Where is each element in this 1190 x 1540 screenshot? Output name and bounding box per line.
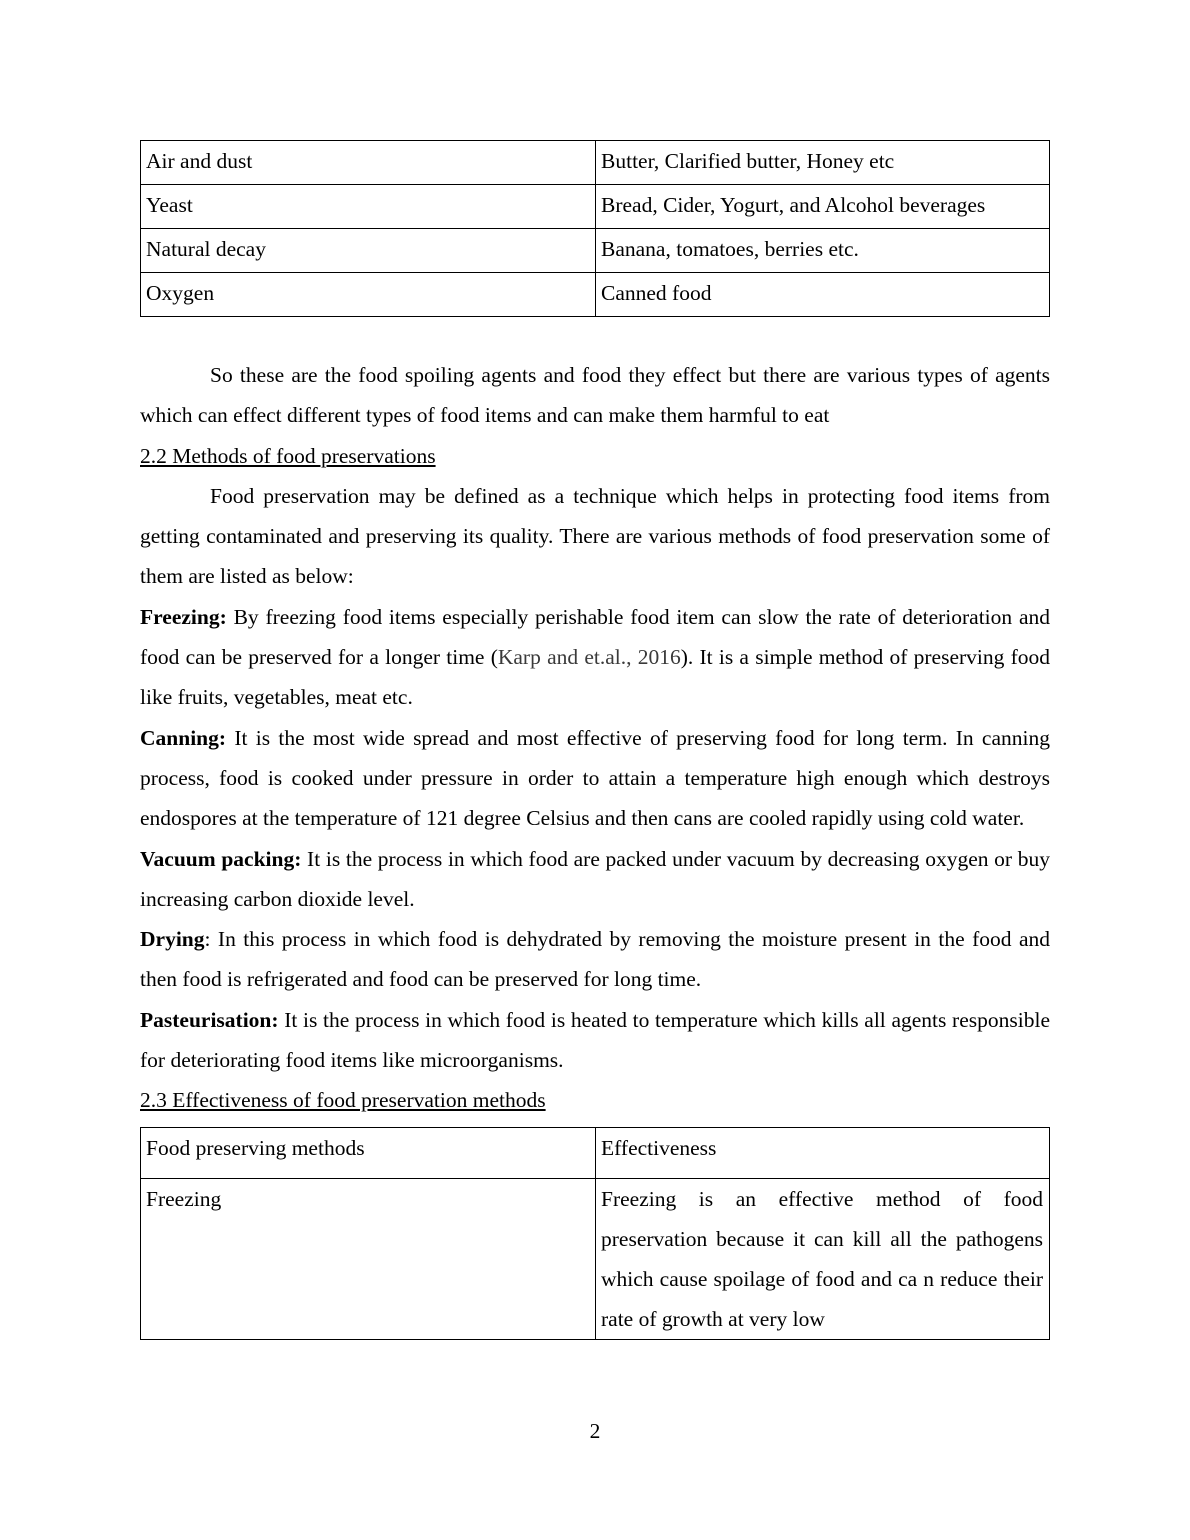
table-cell-agent: Oxygen <box>141 273 596 317</box>
method-text: It is the most wide spread and most effective of preserving food for long term. In canning process, food is cooked under pressure in order to attain a temperature high enough which destroys endospores at the temperature of 121 degree Celsius and then cans are cooled rapidly using cold water. <box>140 725 1050 831</box>
table-cell-foods: Butter, Clarified butter, Honey etc <box>596 141 1050 185</box>
method-text: By freezing food items especially perishable food item can slow the rate of deterioration and food can be preserved for a longer time ( <box>140 604 1050 670</box>
table-cell-agent: Natural decay <box>141 229 596 273</box>
table-cell-foods: Canned food <box>596 273 1050 317</box>
method-text: It is the process in which food is heated to temperature which kills all agents responsible for deteriorating food items like microorganisms. <box>140 1007 1050 1073</box>
method-term: Pasteurisation: <box>140 1007 279 1032</box>
method-text: : In this process in which food is dehydrated by removing the moisture present in the food and then food is refrigerated and food can be preserved for long time. <box>140 927 1050 992</box>
table-cell-effectiveness: Freezing is an effective method of food preservation because it can kill all the pathogens which cause spoilage of food and ca n reduce their rate of growth at very low <box>596 1178 1050 1339</box>
table-header-method: Food preserving methods <box>141 1127 596 1178</box>
method-vacuum-packing <box>140 839 1050 920</box>
agents-table <box>140 140 1050 317</box>
method-freezing <box>140 597 1050 718</box>
method-text: It is the process in which food are packed under vacuum by decreasing oxygen or buy increasing carbon dioxide level. <box>140 846 1050 911</box>
table-row <box>141 1178 1050 1339</box>
section-heading-2-2: 2.2 Methods of food preservations <box>140 443 436 468</box>
method-drying <box>140 919 1050 1000</box>
table-cell-agent: Air and dust <box>141 141 596 185</box>
method-term: Drying <box>140 927 205 952</box>
table-header-row <box>141 1127 1050 1178</box>
page-number: 2 <box>589 1419 601 1443</box>
table-row <box>141 273 1050 317</box>
table-cell-agent: Yeast <box>141 185 596 229</box>
intro-paragraph: So these are the food spoiling agents and food they effect but there are various types of agents which can effect different types of food items and can make them harmful to eat <box>140 363 1050 428</box>
table-cell-foods: Bread, Cider, Yogurt, and Alcohol beverages <box>596 185 1050 229</box>
citation: Karp and et.al., 2016 <box>497 645 681 670</box>
table-row <box>141 185 1050 229</box>
method-text: ). It is a simple method of preserving food like fruits, vegetables, meat etc. <box>140 645 1051 710</box>
method-pasteurisation <box>140 1000 1050 1081</box>
table-row <box>141 141 1050 185</box>
table-cell-foods: Banana, tomatoes, berries etc. <box>596 229 1050 273</box>
table-row <box>141 229 1050 273</box>
table-header-effectiveness: Effectiveness <box>596 1127 1050 1178</box>
method-canning <box>140 718 1050 839</box>
effectiveness-table <box>140 1127 1050 1340</box>
method-term: Vacuum packing: <box>140 846 302 871</box>
section-heading-2-3: 2.3 Effectiveness of food preservation methods <box>140 1088 546 1113</box>
table-cell-method: Freezing <box>141 1178 596 1339</box>
method-term: Canning: <box>140 725 227 750</box>
method-term: Freezing: <box>140 604 227 629</box>
preservation-definition-paragraph: Food preservation may be defined as a technique which helps in protecting food items from getting contaminated and preserving its quality. There are various methods of food preservation some of them are listed as below: <box>140 483 1050 589</box>
page-content <box>140 140 1050 1340</box>
